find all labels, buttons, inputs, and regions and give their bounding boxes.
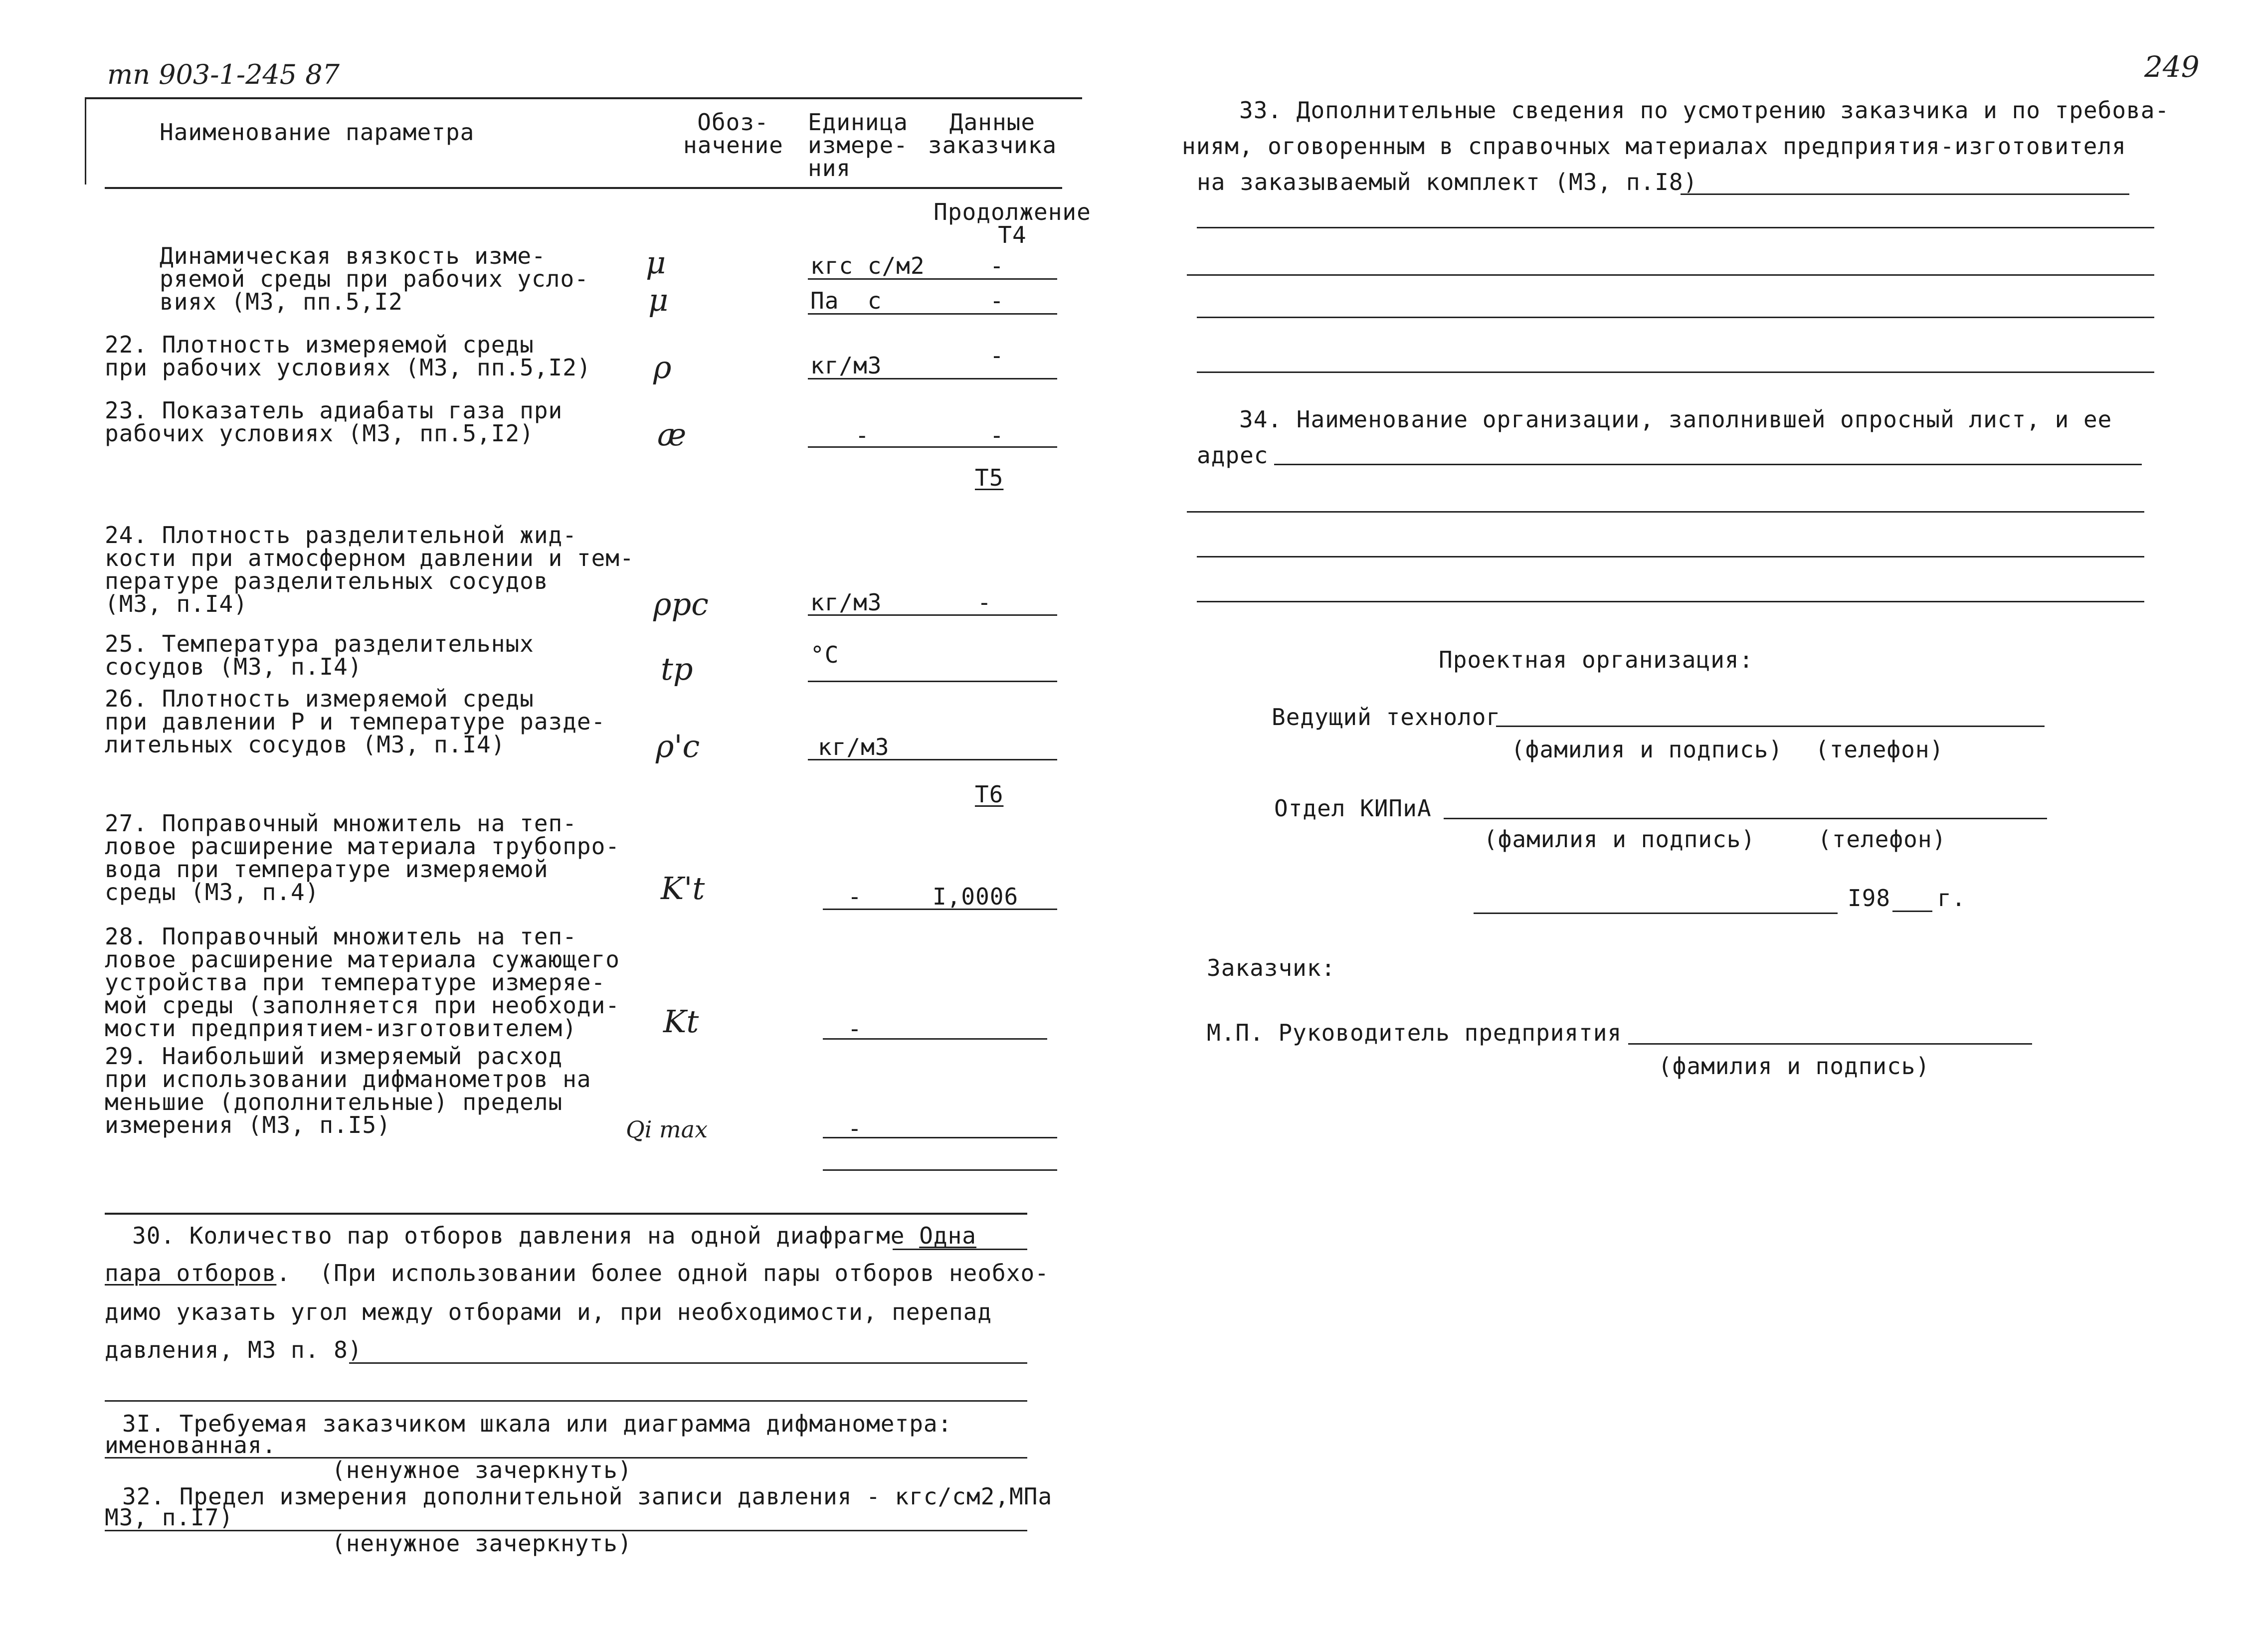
unit-24: кг/м3 <box>810 589 882 616</box>
item-34-line1: 34. Наименование организации, заполнившей опросный лист, и ее <box>1239 406 2112 433</box>
year-prefix: I98 <box>1848 885 1891 912</box>
item-30-answer-cont: пара отборов <box>105 1260 277 1286</box>
field-33[interactable] <box>1681 193 2129 195</box>
unit-25: °C <box>810 641 839 668</box>
value-23: - <box>990 422 1004 449</box>
item-30-line3: димо указать угол между отборами и, при необходимости, перепад <box>105 1298 992 1325</box>
param-29-max-flow: 29. Наибольший измеряемый расход при использовании дифманометров на меньшие (дополнительные) пределы измерения (МЗ, п.I5) <box>105 1043 591 1138</box>
header-bottom-rule <box>105 187 1062 189</box>
unit-26: кг/м3 <box>818 734 890 760</box>
item-31-note: (ненужное зачеркнуть) <box>332 1457 632 1483</box>
symbol-27: K't <box>661 870 705 907</box>
design-org-heading: Проектная организация: <box>1439 646 1754 673</box>
field-21b[interactable] <box>808 313 1057 315</box>
item-32-note: (ненужное зачеркнуть) <box>332 1530 632 1557</box>
lead-technologist-label: Ведущий технолог <box>1272 704 1501 731</box>
param-27-pipe-expansion: 27. Поправочный множитель на теп- ловое расширение материала трубопро- вода при температуре измеряемой среды (МЗ, п.4) <box>105 810 620 906</box>
head-of-enterprise-label: М.П. Руководитель предприятия <box>1207 1019 1622 1046</box>
lead-technologist-field[interactable] <box>1496 726 2045 727</box>
kipia-sig-note: (фамилия и подпись) <box>1484 826 1756 853</box>
param-22-density: 22. Плотность измеряемой среды при рабочих условиях (МЗ, пп.5,I2) <box>105 331 591 381</box>
table-left-rule <box>85 97 86 184</box>
field-33-line3[interactable] <box>1187 274 2154 276</box>
value-27: I,0006 <box>933 883 1019 910</box>
field-33-line4[interactable] <box>1197 317 2154 318</box>
item-32-line2: МЗ, п.I7) <box>105 1504 234 1531</box>
table-label-t6: Т6 <box>975 781 1004 808</box>
table-bottom-rule <box>105 1213 1027 1215</box>
lead-technologist-phone-note: (телефон) <box>1815 736 1944 763</box>
value-24: - <box>977 589 992 616</box>
field-34-line3[interactable] <box>1197 556 2144 557</box>
field-30[interactable] <box>349 1362 1027 1364</box>
field-25[interactable] <box>808 681 1057 682</box>
param-21-dynamic-viscosity: Динамическая вязкость изме- ряемой среды при рабочих усло- виях (МЗ, пп.5,I2 <box>160 242 589 315</box>
field-34[interactable] <box>1274 464 2142 465</box>
field-29b[interactable] <box>823 1169 1057 1171</box>
field-29a[interactable] <box>823 1137 1057 1138</box>
unit-23: - <box>855 422 870 449</box>
item-30-answer: Одна <box>919 1222 976 1249</box>
item-30-text-cont: . (При использовании более одной пары отборов необхо- <box>276 1260 1049 1286</box>
item-32-line1: 32. Предел измерения дополнительной записи давления - кгс/см2,МПа <box>122 1483 1053 1510</box>
page-number: 249 <box>2144 50 2200 84</box>
unit-27: - <box>848 883 862 910</box>
param-23-adiabatic: 23. Показатель адиабаты газа при рабочих условиях (МЗ, пп.5,I2) <box>105 397 563 447</box>
field-27[interactable] <box>823 909 1057 910</box>
item-30-line1 <box>132 1224 976 1247</box>
header-symbol: Обоз- начение <box>683 109 783 159</box>
kipia-phone-note: (телефон) <box>1818 826 1947 853</box>
document-code: тп 903-1-245 87 <box>107 59 340 90</box>
symbol-21b: μ <box>648 282 669 318</box>
item-30-text: 30. Количество пар отборов давления на одной диафрагме <box>132 1222 920 1249</box>
symbol-23: æ <box>657 416 687 453</box>
header-param: Наименование параметра <box>160 119 475 146</box>
item-33-line3: на заказываемый комплект (МЗ, п.I8) <box>1197 169 1698 195</box>
param-25-vessel-temp: 25. Температура разделительных сосудов (МЗ, п.I4) <box>105 630 534 680</box>
continuation-label: Продолжение Т4 <box>934 198 1091 248</box>
param-28-device-expansion: 28. Поправочный множитель на теп- ловое расширение материала сужающего устройства при температуре измеряе- мой среды (заполняется при необходи- мости предприятием-изготовителем) <box>105 923 620 1042</box>
symbol-29: Qi max <box>626 1116 708 1143</box>
unit-22: кг/м3 <box>810 352 882 379</box>
date-field[interactable] <box>1474 913 1838 914</box>
item-30-line2 <box>105 1262 1049 1285</box>
symbol-24: ρрс <box>653 586 709 622</box>
year-field[interactable] <box>1892 911 1932 912</box>
unit-21a: кгс с/м2 <box>810 252 925 279</box>
table-top-rule <box>85 97 1082 99</box>
field-34-line2[interactable] <box>1187 511 2144 513</box>
field-33-line2[interactable] <box>1197 227 2154 228</box>
year-suffix: г. <box>1937 885 1966 912</box>
item-30-line4: давления, МЗ п. 8) <box>105 1336 363 1363</box>
head-of-enterprise-field[interactable] <box>1628 1043 2032 1045</box>
symbol-28: Kt <box>663 1003 699 1040</box>
param-26-density-at-p: 26. Плотность измеряемой среды при давлении Р и температуре разде- лительных сосудов (МЗ, п.I4) <box>105 685 606 758</box>
item-34-line2: адрес <box>1197 442 1269 469</box>
header-data: Данные заказчика <box>928 109 1057 159</box>
field-21a[interactable] <box>808 278 1057 280</box>
unit-28: - <box>848 1015 862 1042</box>
item-31-line2: именованная. <box>105 1432 277 1459</box>
symbol-22: ρ <box>653 349 672 385</box>
kipia-dept-field[interactable] <box>1444 818 2047 819</box>
field-30-tail[interactable] <box>893 1249 1027 1250</box>
kipia-dept-label: Отдел КИПиА <box>1274 795 1432 822</box>
unit-21b: Па с <box>810 287 882 314</box>
symbol-25: tр <box>661 651 693 687</box>
field-30-extra[interactable] <box>105 1400 1027 1402</box>
unit-29: - <box>848 1115 862 1142</box>
field-34-line4[interactable] <box>1197 601 2144 602</box>
field-23[interactable] <box>808 446 1057 448</box>
lead-technologist-sig-note: (фамилия и подпись) <box>1511 736 1783 763</box>
field-28[interactable] <box>823 1038 1047 1040</box>
item-33-line1: 33. Дополнительные сведения по усмотрению заказчика и по требова- <box>1239 97 2170 124</box>
head-sig-note: (фамилия и подпись) <box>1658 1053 1930 1080</box>
field-24[interactable] <box>808 614 1057 616</box>
item-33-line2: ниям, оговоренным в справочных материалах предприятия-изготовителя <box>1182 133 2126 160</box>
param-24-separating-liquid: 24. Плотность разделительной жид- кости при атмосферном давлении и тем- пературе разделительных сосудов (МЗ, п.I4) <box>105 522 634 617</box>
header-unit: Единица измере- ния <box>808 109 908 182</box>
symbol-26: ρ'с <box>656 728 700 764</box>
field-33-line5[interactable] <box>1197 371 2154 373</box>
item-31-line1: 3I. Требуемая заказчиком шкала или диаграмма дифманометра: <box>122 1410 952 1437</box>
field-26[interactable] <box>808 759 1057 760</box>
value-21a: - <box>990 252 1004 279</box>
symbol-21a: μ <box>646 244 666 281</box>
table-label-t5: Т5 <box>975 464 1004 491</box>
customer-heading: Заказчик: <box>1207 954 1336 981</box>
field-22[interactable] <box>808 378 1057 379</box>
value-21b: - <box>990 287 1004 314</box>
value-22: - <box>990 342 1004 369</box>
